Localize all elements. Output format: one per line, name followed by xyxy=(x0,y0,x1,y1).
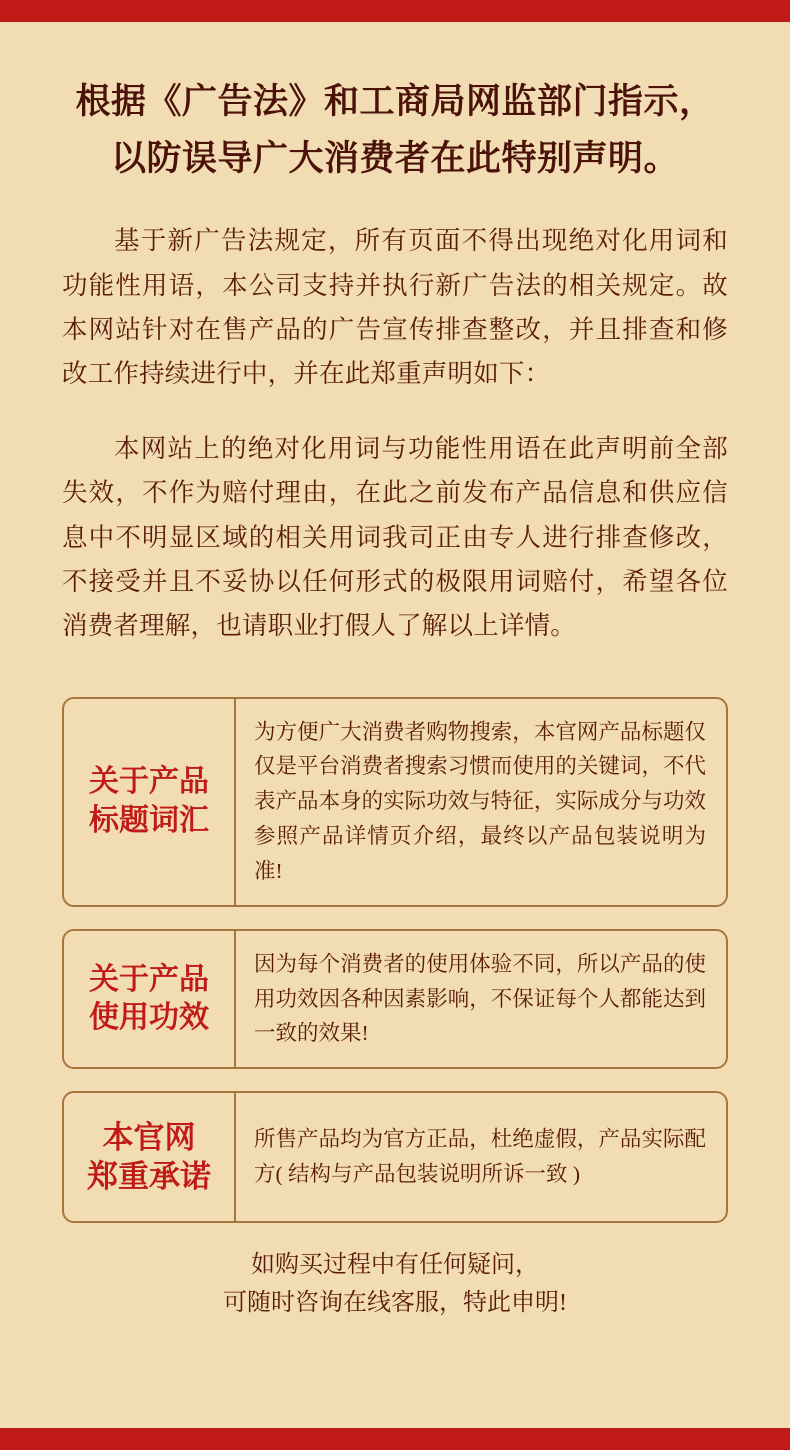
notice-card-official-promise xyxy=(62,1091,728,1223)
statement-paragraph-1: 基于新广告法规定，所有页面不得出现绝对化用词和功能性用语，本公司支持并执行新广告法的相关规定。故本网站针对在售产品的广告宣传排查整改，并且排查和修改工作持续进行中，并在此郑重声明如下： xyxy=(62,226,728,389)
notice-card-label-line-2: 标题词汇 xyxy=(89,803,209,837)
notice-card-label xyxy=(64,1093,236,1221)
notice-card-list xyxy=(62,697,728,1224)
notice-card-label xyxy=(64,931,236,1067)
paper-panel xyxy=(0,22,790,1428)
footer-note-line-1: 如购买过程中有任何疑问， xyxy=(251,1252,539,1279)
notice-card-label-line-2: 郑重承诺 xyxy=(87,1159,211,1195)
notice-card-label xyxy=(64,699,236,905)
page-title-line-1: 根据《广告法》和工商局网监部门指示， xyxy=(75,82,715,121)
page-title-line-2: 以防误导广大消费者在此特别声明。 xyxy=(110,138,679,178)
statement-paragraph-2: 本网站上的绝对化用词与功能性用语在此声明前全部失效，不作为赔付理由，在此之前发布产品信息和供应信息中不明显区域的相关用词我司正由专人进行排查修改，不接受并且不妥协以任何形式的极限用词赔付，希望各位消费者理解，也请职业打假人了解以上详情。 xyxy=(62,433,728,641)
notice-card-product-title xyxy=(62,697,728,907)
notice-card-label-line-1: 本官网 xyxy=(102,1119,196,1155)
page-title xyxy=(62,22,728,187)
notice-card-label-line-1: 关于产品 xyxy=(89,962,209,996)
notice-card-label-line-1: 关于产品 xyxy=(89,765,209,799)
notice-card-text: 为方便广大消费者购物搜索，本官网产品标题仅仅是平台消费者搜索习惯而使用的关键词，不代表产品本身的实际功效与特征，实际成分与功效参照产品详情页介绍，最终以产品包装说明为准! xyxy=(254,719,706,883)
notice-card-label-line-2: 使用功效 xyxy=(89,1000,209,1034)
footer-note xyxy=(62,1247,728,1323)
bottom-frame-bar xyxy=(0,1428,790,1450)
notice-card-product-efficacy xyxy=(62,929,728,1069)
notice-card-text: 因为每个消费者的使用体验不同，所以产品的使用功效因各种因素影响，不保证每个人都能达到一致的效果! xyxy=(254,951,706,1046)
footer-note-line-2: 可随时咨询在线客服，特此申明! xyxy=(223,1290,567,1317)
notice-card-text: 所售产品均为官方正品，杜绝虚假，产品实际配方( 结构与产品包装说明所诉一致 ) xyxy=(254,1127,706,1187)
